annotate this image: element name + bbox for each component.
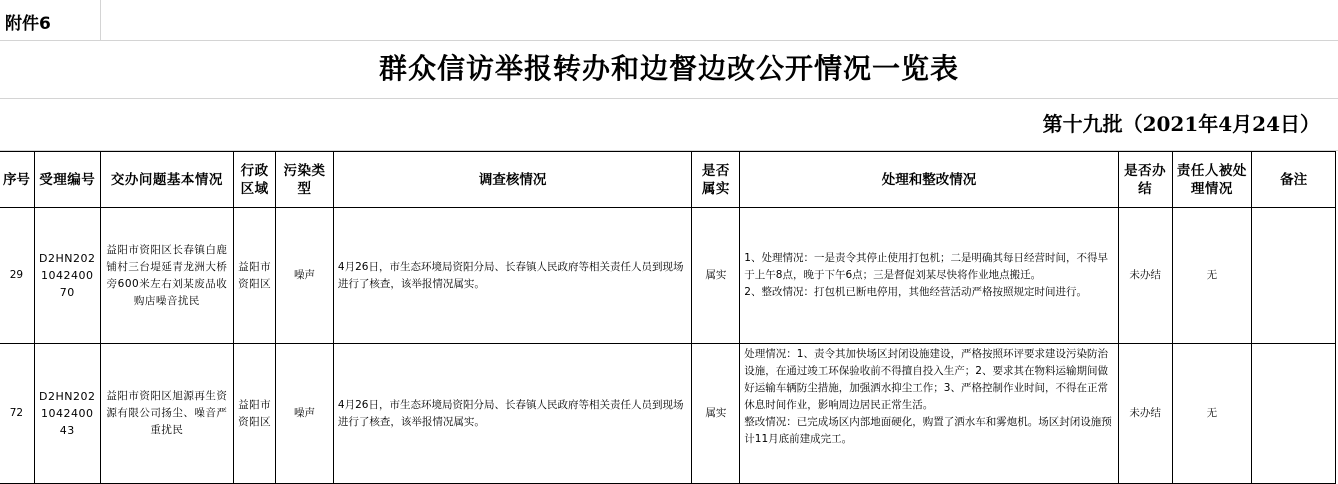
report-table	[0, 151, 1336, 484]
cell-issue: 益阳市资阳区旭源再生资源有限公司扬尘、噪音严重扰民	[100, 344, 234, 484]
header-investigation: 调查核情况	[333, 152, 691, 208]
cell-investigation: 4月26日，市生态环境局资阳分局、长春镇人民政府等相关责任人员到现场进行了核查，该举报情况属实。	[333, 208, 691, 344]
cell-pollution: 噪声	[276, 208, 334, 344]
gridline	[100, 0, 101, 40]
table-row	[0, 208, 1336, 344]
page-title: 群众信访举报转办和边督边改公开情况一览表	[378, 52, 959, 85]
cell-region: 益阳市资阳区	[234, 344, 276, 484]
header-accountability: 责任人被处理情况	[1172, 152, 1252, 208]
header-verified: 是否属实	[692, 152, 740, 208]
header-handling: 处理和整改情况	[740, 152, 1118, 208]
header-case-no: 受理编号	[34, 152, 100, 208]
cell-handling: 处理情况：1、责令其加快场区封闭设施建设，严格按照环评要求建设污染防治设施，在通过竣工环保验收前不得擅自投入生产；2、要求其在物料运输期间做好运输车辆防尘措施，加强洒水抑尘工作；3、严格控制作业时间，不得在正常休息时间作业，影响周边居民正常生活。 整改情况：已完成场区内部地面硬化，购置了洒水车和雾炮机。场区封闭设施预计11月底前建成完工。	[740, 344, 1118, 484]
cell-region: 益阳市资阳区	[234, 208, 276, 344]
gridline	[0, 98, 1338, 99]
batch-date-line: 第十九批（2021年4月24日）	[1042, 112, 1320, 136]
header-remark: 备注	[1252, 152, 1336, 208]
cell-case-no: D2HN202104240070	[34, 208, 100, 344]
cell-accountability: 无	[1172, 344, 1252, 484]
table-header-row	[0, 152, 1336, 208]
cell-remark	[1252, 344, 1336, 484]
cell-remark	[1252, 208, 1336, 344]
cell-case-no: D2HN202104240043	[34, 344, 100, 484]
attachment-label: 附件6	[5, 14, 51, 34]
header-seq: 序号	[0, 152, 34, 208]
cell-verified: 属实	[692, 344, 740, 484]
cell-investigation: 4月26日，市生态环境局资阳分局、长春镇人民政府等相关责任人员到现场进行了核查，该举报情况属实。	[333, 344, 691, 484]
cell-closed: 未办结	[1118, 208, 1172, 344]
header-issue: 交办问题基本情况	[100, 152, 234, 208]
cell-verified: 属实	[692, 208, 740, 344]
header-closed: 是否办结	[1118, 152, 1172, 208]
cell-issue: 益阳市资阳区长春镇白鹿铺村三台堤延青龙洲大桥旁600米左右刘某废品收购店噪音扰民	[100, 208, 234, 344]
cell-accountability: 无	[1172, 208, 1252, 344]
header-region: 行政区域	[234, 152, 276, 208]
header-pollution: 污染类型	[276, 152, 334, 208]
cell-seq: 29	[0, 208, 34, 344]
cell-pollution: 噪声	[276, 344, 334, 484]
table-row	[0, 344, 1336, 484]
cell-handling: 1、处理情况：一是责令其停止使用打包机；二是明确其每日经营时间，不得早于上午8点，晚于下午6点；三是督促刘某尽快将作业地点搬迁。 2、整改情况：打包机已断电停用，其他经营活动严格按照规定时间进行。	[740, 208, 1118, 344]
cell-closed: 未办结	[1118, 344, 1172, 484]
cell-seq: 72	[0, 344, 34, 484]
